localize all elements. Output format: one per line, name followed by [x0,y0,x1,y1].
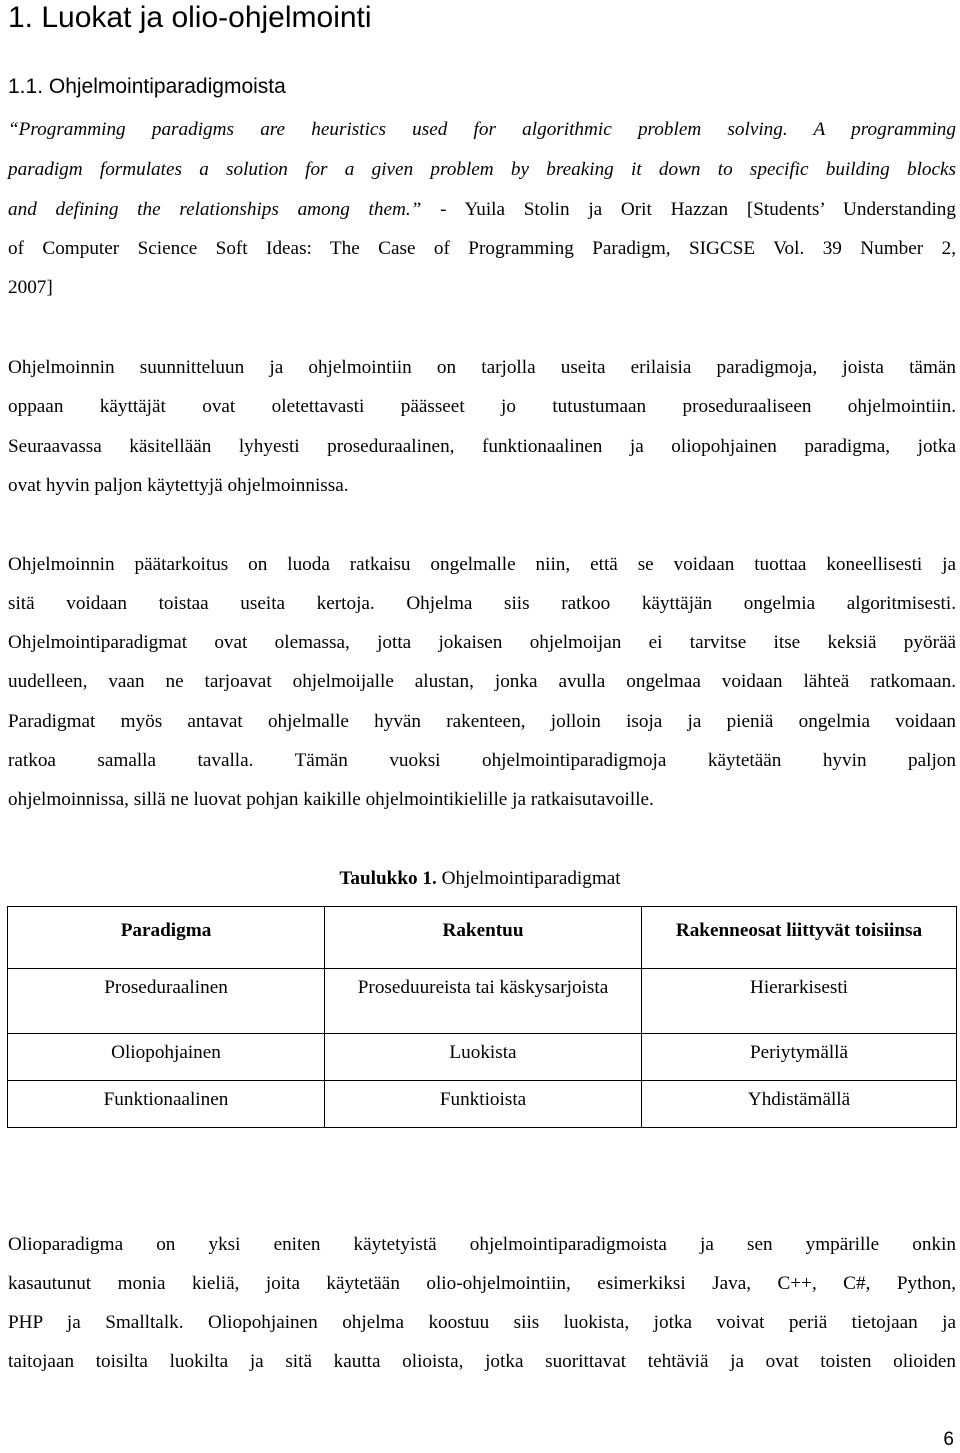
paragraph-line: Ohjelmoinnin suunnitteluun ja ohjelmointiin on tarjolla useita erilaisia paradigmoja, joista tämän [8,357,956,378]
table-cell: Yhdistämällä [642,1081,957,1128]
table-header-cell: Paradigma [8,907,325,969]
paragraph-line: taitojaan toisilta luokilta ja sitä kautta olioista, jotka suorittavat tehtäviä ja ovat toisten olioiden [8,1351,956,1372]
paragraph-line: Ohjelmoinnin päätarkoitus on luoda ratkaisu ongelmalle niin, että se voidaan tuottaa koneellisesti ja [8,554,956,575]
paragraph-line: Paradigmat myös antavat ohjelmalle hyvän rakenteen, jolloin isoja ja pieniä ongelmia voidaan [8,711,956,732]
page-number: 6 [943,1429,954,1450]
table-cell: Proseduureista tai käskysarjoista [325,969,642,1034]
paragraph-line: sitä voidaan toistaa useita kertoja. Ohjelma siis ratkoo käyttäjän ongelmia algoritmisesti. [8,593,956,614]
quote-line: “Programming paradigms are heuristics used for algorithmic problem solving. A programming [8,119,956,140]
table-caption-text: Ohjelmointiparadigmat [436,868,621,889]
quote-line [8,198,956,222]
table-header-cell: Rakenneosat liittyvät toisiinsa [642,907,957,969]
paragraph-line: Ohjelmointiparadigmat ovat olemassa, jotta jokaisen ohjelmoijan ei tarvitse itse keksiä pyörää [8,632,956,653]
paradigm-table [7,906,957,1128]
paragraph-line: ratkoa samalla tavalla. Tämän vuoksi ohjelmointiparadigmoja käytetään hyvin paljon [8,750,956,771]
section-title: 1.1. Ohjelmointiparadigmoista [8,75,286,98]
table-header-cell: Rakentuu [325,907,642,969]
table-cell: Oliopohjainen [8,1034,325,1081]
paragraph-line: PHP ja Smalltalk. Oliopohjainen ohjelma koostuu siis luokista, jotka voivat periä tietojaan ja [8,1312,956,1333]
quote-attribution: - Yuila Stolin ja Orit Hazzan [Students’ Understanding [421,199,956,220]
table-header-row [8,907,957,969]
table-cell: Hierarkisesti [642,969,957,1034]
quote-citation-line: 2007] [8,277,53,298]
chapter-title: 1. Luokat ja olio-ohjelmointi [8,1,372,34]
quote-italic-text: and defining the relationships among them.” [8,199,422,220]
table-cell: Luokista [325,1034,642,1081]
paragraph-line: kasautunut monia kieliä, joita käytetään olio-ohjelmointiin, esimerkiksi Java, C++, C#, Python, [8,1273,956,1294]
table-cell: Proseduraalinen [8,969,325,1034]
table-cell: Funktionaalinen [8,1081,325,1128]
quote-citation-line: of Computer Science Soft Ideas: The Case of Programming Paradigm, SIGCSE Vol. 39 Number 2, [8,238,956,259]
table-caption-label: Taulukko 1. [339,868,437,889]
table-cell: Periytymällä [642,1034,957,1081]
table-row [8,969,957,1034]
paragraph-line: ovat hyvin paljon käytettyjä ohjelmoinnissa. [8,475,349,496]
table-caption [0,866,960,892]
paragraph-line: oppaan käyttäjät ovat oletettavasti päässeet jo tutustumaan proseduraaliseen ohjelmointiin. [8,396,956,417]
paragraph-line: Olioparadigma on yksi eniten käytetyistä ohjelmointiparadigmoista ja sen ympärille onkin [8,1234,956,1255]
paragraph-line: Seuraavassa käsitellään lyhyesti proseduraalinen, funktionaalinen ja oliopohjainen paradigma, jotka [8,436,956,457]
quote-line: paradigm formulates a solution for a given problem by breaking it down to specific building blocks [8,159,956,180]
paragraph-line: uudelleen, vaan ne tarjoavat ohjelmoijalle alustan, jonka avulla ongelmaa voidaan lähteä ratkomaan. [8,671,956,692]
table-row [8,1034,957,1081]
table-row [8,1081,957,1128]
table-cell: Funktioista [325,1081,642,1128]
paragraph-line: ohjelmoinnissa, sillä ne luovat pohjan kaikille ohjelmointikielille ja ratkaisutavoille. [8,789,654,810]
